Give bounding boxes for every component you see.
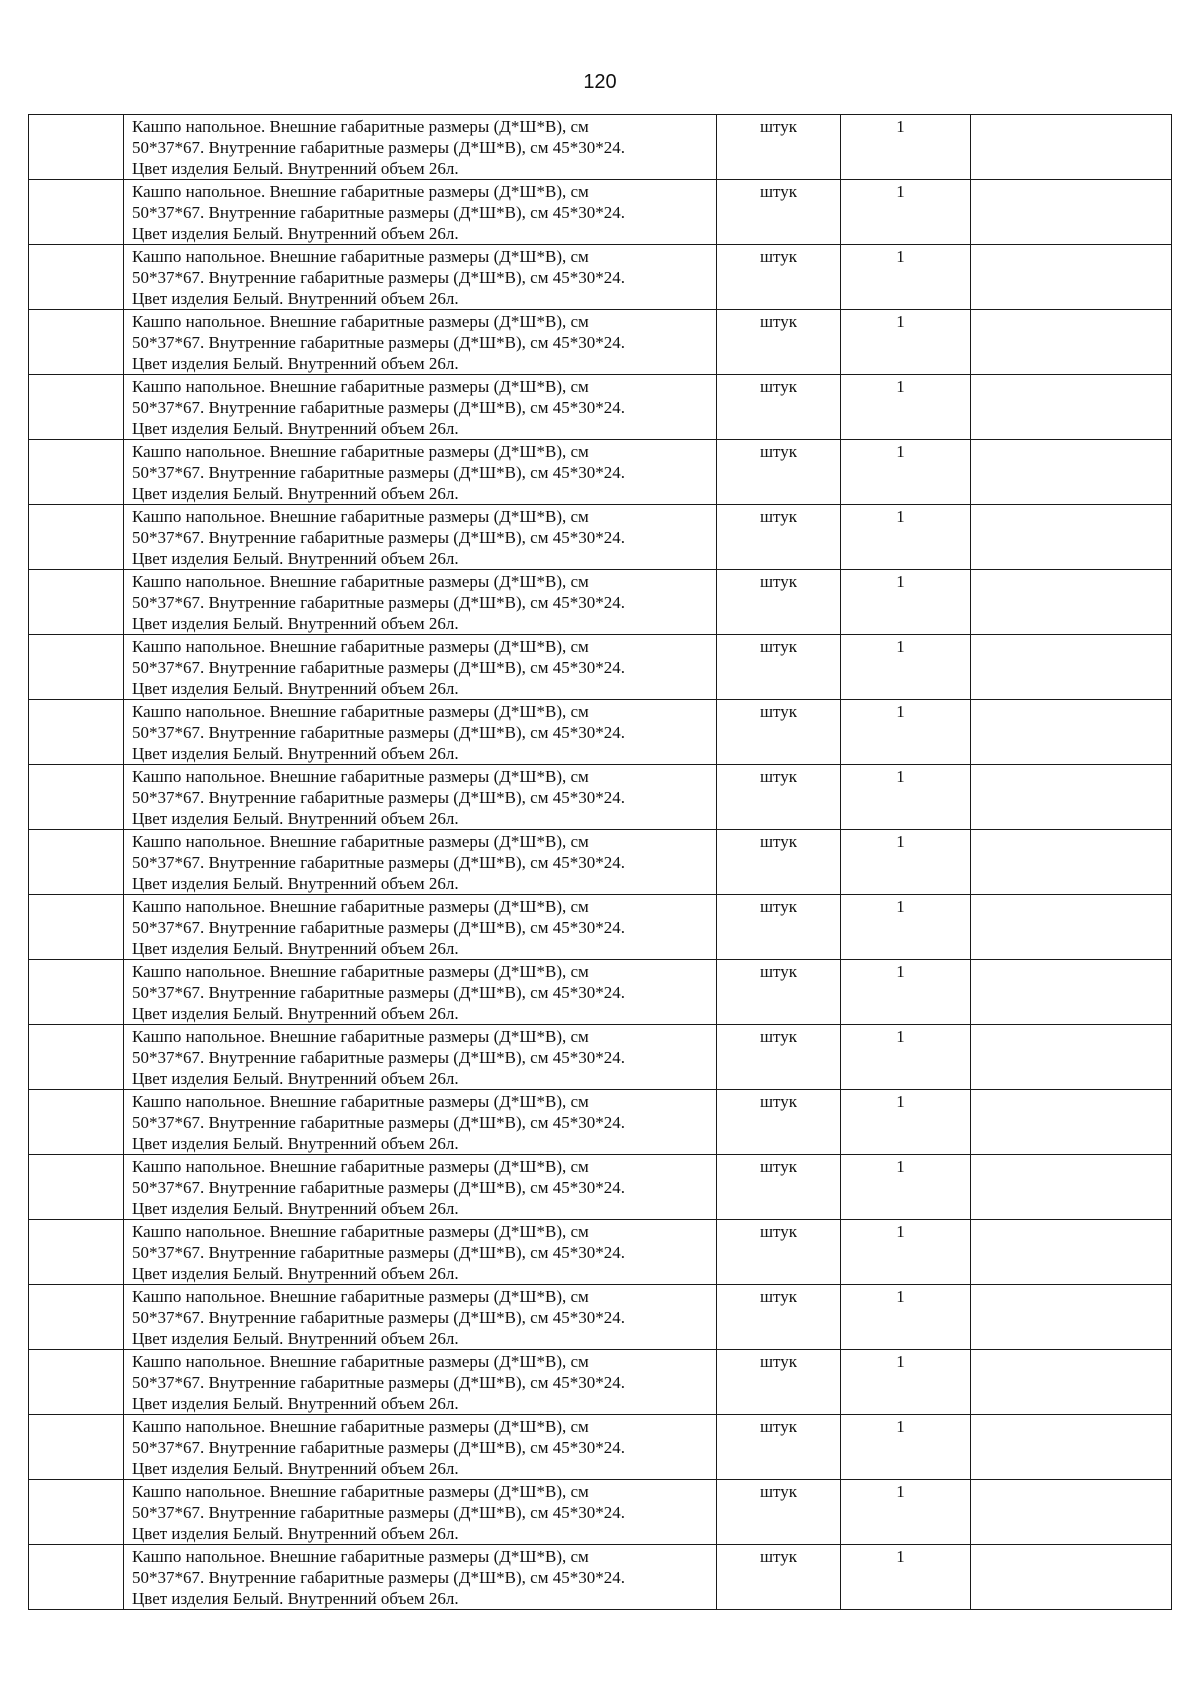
table-row	[29, 1350, 1172, 1415]
quantity-cell: 1	[841, 1285, 971, 1350]
unit-cell: штук	[717, 115, 841, 180]
item-description-line: Кашпо напольное. Внешние габаритные размеры (Д*Ш*В), см	[132, 182, 589, 201]
row-number-cell	[29, 830, 124, 895]
item-description-line: Кашпо напольное. Внешние габаритные размеры (Д*Ш*В), см	[132, 247, 589, 266]
row-number-cell	[29, 1415, 124, 1480]
table-row	[29, 375, 1172, 440]
item-description-line: Цвет изделия Белый. Внутренний объем 26л.	[132, 1199, 459, 1218]
note-cell	[971, 1025, 1172, 1090]
items-table-body	[29, 115, 1172, 1610]
item-description-line: Цвет изделия Белый. Внутренний объем 26л.	[132, 874, 459, 893]
item-description-line: Кашпо напольное. Внешние габаритные размеры (Д*Ш*В), см	[132, 117, 589, 136]
note-cell	[971, 700, 1172, 765]
item-description-cell	[124, 115, 717, 180]
unit-cell: штук	[717, 310, 841, 375]
table-row	[29, 1415, 1172, 1480]
row-number-cell	[29, 635, 124, 700]
item-description-line: Цвет изделия Белый. Внутренний объем 26л.	[132, 809, 459, 828]
table-row	[29, 310, 1172, 375]
note-cell	[971, 895, 1172, 960]
note-cell	[971, 830, 1172, 895]
quantity-cell: 1	[841, 115, 971, 180]
item-description-line: Кашпо напольное. Внешние габаритные размеры (Д*Ш*В), см	[132, 1222, 589, 1241]
row-number-cell	[29, 245, 124, 310]
item-description-line: 50*37*67. Внутренние габаритные размеры (Д*Ш*В), см 45*30*24.	[132, 333, 625, 352]
item-description-line: Цвет изделия Белый. Внутренний объем 26л.	[132, 939, 459, 958]
note-cell	[971, 1220, 1172, 1285]
item-description-line: Кашпо напольное. Внешние габаритные размеры (Д*Ш*В), см	[132, 962, 589, 981]
unit-cell: штук	[717, 1545, 841, 1610]
quantity-cell: 1	[841, 830, 971, 895]
item-description-cell	[124, 440, 717, 505]
table-row	[29, 570, 1172, 635]
item-description-line: 50*37*67. Внутренние габаритные размеры (Д*Ш*В), см 45*30*24.	[132, 268, 625, 287]
item-description-line: 50*37*67. Внутренние габаритные размеры (Д*Ш*В), см 45*30*24.	[132, 138, 625, 157]
item-description-line: Цвет изделия Белый. Внутренний объем 26л.	[132, 159, 459, 178]
table-row	[29, 1220, 1172, 1285]
item-description-cell	[124, 765, 717, 830]
item-description-cell	[124, 700, 717, 765]
row-number-cell	[29, 1285, 124, 1350]
unit-cell: штук	[717, 960, 841, 1025]
item-description-line: Цвет изделия Белый. Внутренний объем 26л.	[132, 549, 459, 568]
note-cell	[971, 440, 1172, 505]
item-description-line: 50*37*67. Внутренние габаритные размеры (Д*Ш*В), см 45*30*24.	[132, 1048, 625, 1067]
quantity-cell: 1	[841, 1480, 971, 1545]
item-description-line: 50*37*67. Внутренние габаритные размеры (Д*Ш*В), см 45*30*24.	[132, 1568, 625, 1587]
table-row	[29, 440, 1172, 505]
row-number-cell	[29, 505, 124, 570]
row-number-cell	[29, 895, 124, 960]
note-cell	[971, 1415, 1172, 1480]
row-number-cell	[29, 1350, 124, 1415]
item-description-line: 50*37*67. Внутренние габаритные размеры (Д*Ш*В), см 45*30*24.	[132, 723, 625, 742]
item-description-line: Цвет изделия Белый. Внутренний объем 26л.	[132, 1264, 459, 1283]
item-description-cell	[124, 1480, 717, 1545]
row-number-cell	[29, 1545, 124, 1610]
item-description-line: 50*37*67. Внутренние габаритные размеры (Д*Ш*В), см 45*30*24.	[132, 788, 625, 807]
item-description-line: Кашпо напольное. Внешние габаритные размеры (Д*Ш*В), см	[132, 767, 589, 786]
item-description-cell	[124, 1285, 717, 1350]
item-description-cell	[124, 635, 717, 700]
item-description-line: Кашпо напольное. Внешние габаритные размеры (Д*Ш*В), см	[132, 1027, 589, 1046]
table-row	[29, 1155, 1172, 1220]
item-description-line: 50*37*67. Внутренние габаритные размеры (Д*Ш*В), см 45*30*24.	[132, 1438, 625, 1457]
item-description-cell	[124, 1025, 717, 1090]
item-description-line: Цвет изделия Белый. Внутренний объем 26л.	[132, 1134, 459, 1153]
item-description-line: Цвет изделия Белый. Внутренний объем 26л.	[132, 1589, 459, 1608]
row-number-cell	[29, 1480, 124, 1545]
quantity-cell: 1	[841, 1155, 971, 1220]
table-row	[29, 960, 1172, 1025]
item-description-cell	[124, 1415, 717, 1480]
item-description-cell	[124, 1220, 717, 1285]
table-row	[29, 1025, 1172, 1090]
table-row	[29, 245, 1172, 310]
row-number-cell	[29, 1155, 124, 1220]
quantity-cell: 1	[841, 245, 971, 310]
unit-cell: штук	[717, 245, 841, 310]
unit-cell: штук	[717, 830, 841, 895]
table-row	[29, 505, 1172, 570]
note-cell	[971, 115, 1172, 180]
item-description-line: Цвет изделия Белый. Внутренний объем 26л.	[132, 1394, 459, 1413]
note-cell	[971, 310, 1172, 375]
item-description-cell	[124, 960, 717, 1025]
item-description-line: Цвет изделия Белый. Внутренний объем 26л.	[132, 224, 459, 243]
note-cell	[971, 960, 1172, 1025]
note-cell	[971, 1285, 1172, 1350]
unit-cell: штук	[717, 1155, 841, 1220]
item-description-line: 50*37*67. Внутренние габаритные размеры (Д*Ш*В), см 45*30*24.	[132, 463, 625, 482]
item-description-line: 50*37*67. Внутренние габаритные размеры (Д*Ш*В), см 45*30*24.	[132, 1243, 625, 1262]
item-description-line: Кашпо напольное. Внешние габаритные размеры (Д*Ш*В), см	[132, 1157, 589, 1176]
item-description-cell	[124, 505, 717, 570]
item-description-cell	[124, 1090, 717, 1155]
row-number-cell	[29, 960, 124, 1025]
note-cell	[971, 1155, 1172, 1220]
item-description-line: 50*37*67. Внутренние габаритные размеры (Д*Ш*В), см 45*30*24.	[132, 528, 625, 547]
quantity-cell: 1	[841, 1090, 971, 1155]
item-description-line: 50*37*67. Внутренние габаритные размеры (Д*Ш*В), см 45*30*24.	[132, 1178, 625, 1197]
unit-cell: штук	[717, 1025, 841, 1090]
item-description-line: Кашпо напольное. Внешние габаритные размеры (Д*Ш*В), см	[132, 442, 589, 461]
quantity-cell: 1	[841, 440, 971, 505]
item-description-line: Кашпо напольное. Внешние габаритные размеры (Д*Ш*В), см	[132, 1287, 589, 1306]
unit-cell: штук	[717, 570, 841, 635]
table-row	[29, 1285, 1172, 1350]
items-table	[28, 114, 1172, 1610]
page-number: 120	[583, 71, 617, 93]
quantity-cell: 1	[841, 1025, 971, 1090]
item-description-line: 50*37*67. Внутренние габаритные размеры (Д*Ш*В), см 45*30*24.	[132, 658, 625, 677]
unit-cell: штук	[717, 505, 841, 570]
item-description-line: Кашпо напольное. Внешние габаритные размеры (Д*Ш*В), см	[132, 1092, 589, 1111]
quantity-cell: 1	[841, 765, 971, 830]
quantity-cell: 1	[841, 1220, 971, 1285]
note-cell	[971, 375, 1172, 440]
item-description-line: Кашпо напольное. Внешние габаритные размеры (Д*Ш*В), см	[132, 637, 589, 656]
table-row	[29, 1545, 1172, 1610]
item-description-cell	[124, 310, 717, 375]
note-cell	[971, 1090, 1172, 1155]
quantity-cell: 1	[841, 180, 971, 245]
item-description-line: Цвет изделия Белый. Внутренний объем 26л.	[132, 1329, 459, 1348]
item-description-line: 50*37*67. Внутренние габаритные размеры (Д*Ш*В), см 45*30*24.	[132, 203, 625, 222]
table-row	[29, 180, 1172, 245]
unit-cell: штук	[717, 700, 841, 765]
row-number-cell	[29, 310, 124, 375]
item-description-line: 50*37*67. Внутренние габаритные размеры (Д*Ш*В), см 45*30*24.	[132, 1373, 625, 1392]
row-number-cell	[29, 1025, 124, 1090]
item-description-line: Кашпо напольное. Внешние габаритные размеры (Д*Ш*В), см	[132, 702, 589, 721]
item-description-line: 50*37*67. Внутренние габаритные размеры (Д*Ш*В), см 45*30*24.	[132, 983, 625, 1002]
row-number-cell	[29, 115, 124, 180]
unit-cell: штук	[717, 635, 841, 700]
item-description-line: 50*37*67. Внутренние габаритные размеры (Д*Ш*В), см 45*30*24.	[132, 1113, 625, 1132]
quantity-cell: 1	[841, 1350, 971, 1415]
row-number-cell	[29, 765, 124, 830]
item-description-line: Цвет изделия Белый. Внутренний объем 26л.	[132, 1069, 459, 1088]
quantity-cell: 1	[841, 375, 971, 440]
item-description-cell	[124, 1545, 717, 1610]
item-description-line: Кашпо напольное. Внешние габаритные размеры (Д*Ш*В), см	[132, 1417, 589, 1436]
quantity-cell: 1	[841, 570, 971, 635]
item-description-line: Цвет изделия Белый. Внутренний объем 26л.	[132, 744, 459, 763]
item-description-line: Кашпо напольное. Внешние габаритные размеры (Д*Ш*В), см	[132, 572, 589, 591]
quantity-cell: 1	[841, 505, 971, 570]
item-description-line: 50*37*67. Внутренние габаритные размеры (Д*Ш*В), см 45*30*24.	[132, 1308, 625, 1327]
item-description-line: Цвет изделия Белый. Внутренний объем 26л.	[132, 354, 459, 373]
quantity-cell: 1	[841, 700, 971, 765]
unit-cell: штук	[717, 1350, 841, 1415]
quantity-cell: 1	[841, 310, 971, 375]
item-description-line: Кашпо напольное. Внешние габаритные размеры (Д*Ш*В), см	[132, 507, 589, 526]
table-row	[29, 700, 1172, 765]
item-description-cell	[124, 830, 717, 895]
item-description-line: 50*37*67. Внутренние габаритные размеры (Д*Ш*В), см 45*30*24.	[132, 1503, 625, 1522]
unit-cell: штук	[717, 895, 841, 960]
item-description-cell	[124, 245, 717, 310]
item-description-line: Кашпо напольное. Внешние габаритные размеры (Д*Ш*В), см	[132, 832, 589, 851]
note-cell	[971, 765, 1172, 830]
item-description-line: Цвет изделия Белый. Внутренний объем 26л.	[132, 1459, 459, 1478]
item-description-line: Цвет изделия Белый. Внутренний объем 26л.	[132, 679, 459, 698]
unit-cell: штук	[717, 765, 841, 830]
item-description-line: Кашпо напольное. Внешние габаритные размеры (Д*Ш*В), см	[132, 1547, 589, 1566]
unit-cell: штук	[717, 1415, 841, 1480]
item-description-cell	[124, 1350, 717, 1415]
row-number-cell	[29, 180, 124, 245]
table-row	[29, 1090, 1172, 1155]
note-cell	[971, 1350, 1172, 1415]
row-number-cell	[29, 1220, 124, 1285]
item-description-line: Кашпо напольное. Внешние габаритные размеры (Д*Ш*В), см	[132, 312, 589, 331]
quantity-cell: 1	[841, 960, 971, 1025]
note-cell	[971, 1545, 1172, 1610]
quantity-cell: 1	[841, 635, 971, 700]
row-number-cell	[29, 700, 124, 765]
table-row	[29, 765, 1172, 830]
item-description-line: Цвет изделия Белый. Внутренний объем 26л.	[132, 1004, 459, 1023]
note-cell	[971, 635, 1172, 700]
unit-cell: штук	[717, 440, 841, 505]
table-row	[29, 635, 1172, 700]
unit-cell: штук	[717, 1220, 841, 1285]
item-description-line: 50*37*67. Внутренние габаритные размеры (Д*Ш*В), см 45*30*24.	[132, 918, 625, 937]
item-description-line: Кашпо напольное. Внешние габаритные размеры (Д*Ш*В), см	[132, 1482, 589, 1501]
item-description-line: Цвет изделия Белый. Внутренний объем 26л.	[132, 484, 459, 503]
table-row	[29, 895, 1172, 960]
note-cell	[971, 1480, 1172, 1545]
item-description-line: Кашпо напольное. Внешние габаритные размеры (Д*Ш*В), см	[132, 897, 589, 916]
row-number-cell	[29, 570, 124, 635]
table-row	[29, 115, 1172, 180]
note-cell	[971, 180, 1172, 245]
item-description-cell	[124, 180, 717, 245]
quantity-cell: 1	[841, 1415, 971, 1480]
row-number-cell	[29, 1090, 124, 1155]
item-description-line: 50*37*67. Внутренние габаритные размеры (Д*Ш*В), см 45*30*24.	[132, 593, 625, 612]
quantity-cell: 1	[841, 1545, 971, 1610]
table-row	[29, 830, 1172, 895]
item-description-line: Кашпо напольное. Внешние габаритные размеры (Д*Ш*В), см	[132, 1352, 589, 1371]
row-number-cell	[29, 375, 124, 440]
note-cell	[971, 570, 1172, 635]
item-description-line: Кашпо напольное. Внешние габаритные размеры (Д*Ш*В), см	[132, 377, 589, 396]
item-description-cell	[124, 895, 717, 960]
item-description-cell	[124, 1155, 717, 1220]
unit-cell: штук	[717, 1285, 841, 1350]
note-cell	[971, 505, 1172, 570]
note-cell	[971, 245, 1172, 310]
unit-cell: штук	[717, 375, 841, 440]
item-description-line: Цвет изделия Белый. Внутренний объем 26л.	[132, 419, 459, 438]
row-number-cell	[29, 440, 124, 505]
item-description-line: 50*37*67. Внутренние габаритные размеры (Д*Ш*В), см 45*30*24.	[132, 853, 625, 872]
item-description-line: 50*37*67. Внутренние габаритные размеры (Д*Ш*В), см 45*30*24.	[132, 398, 625, 417]
quantity-cell: 1	[841, 895, 971, 960]
item-description-line: Цвет изделия Белый. Внутренний объем 26л.	[132, 1524, 459, 1543]
unit-cell: штук	[717, 1090, 841, 1155]
unit-cell: штук	[717, 1480, 841, 1545]
item-description-line: Цвет изделия Белый. Внутренний объем 26л.	[132, 614, 459, 633]
unit-cell: штук	[717, 180, 841, 245]
table-row	[29, 1480, 1172, 1545]
item-description-cell	[124, 375, 717, 440]
item-description-cell	[124, 570, 717, 635]
item-description-line: Цвет изделия Белый. Внутренний объем 26л.	[132, 289, 459, 308]
